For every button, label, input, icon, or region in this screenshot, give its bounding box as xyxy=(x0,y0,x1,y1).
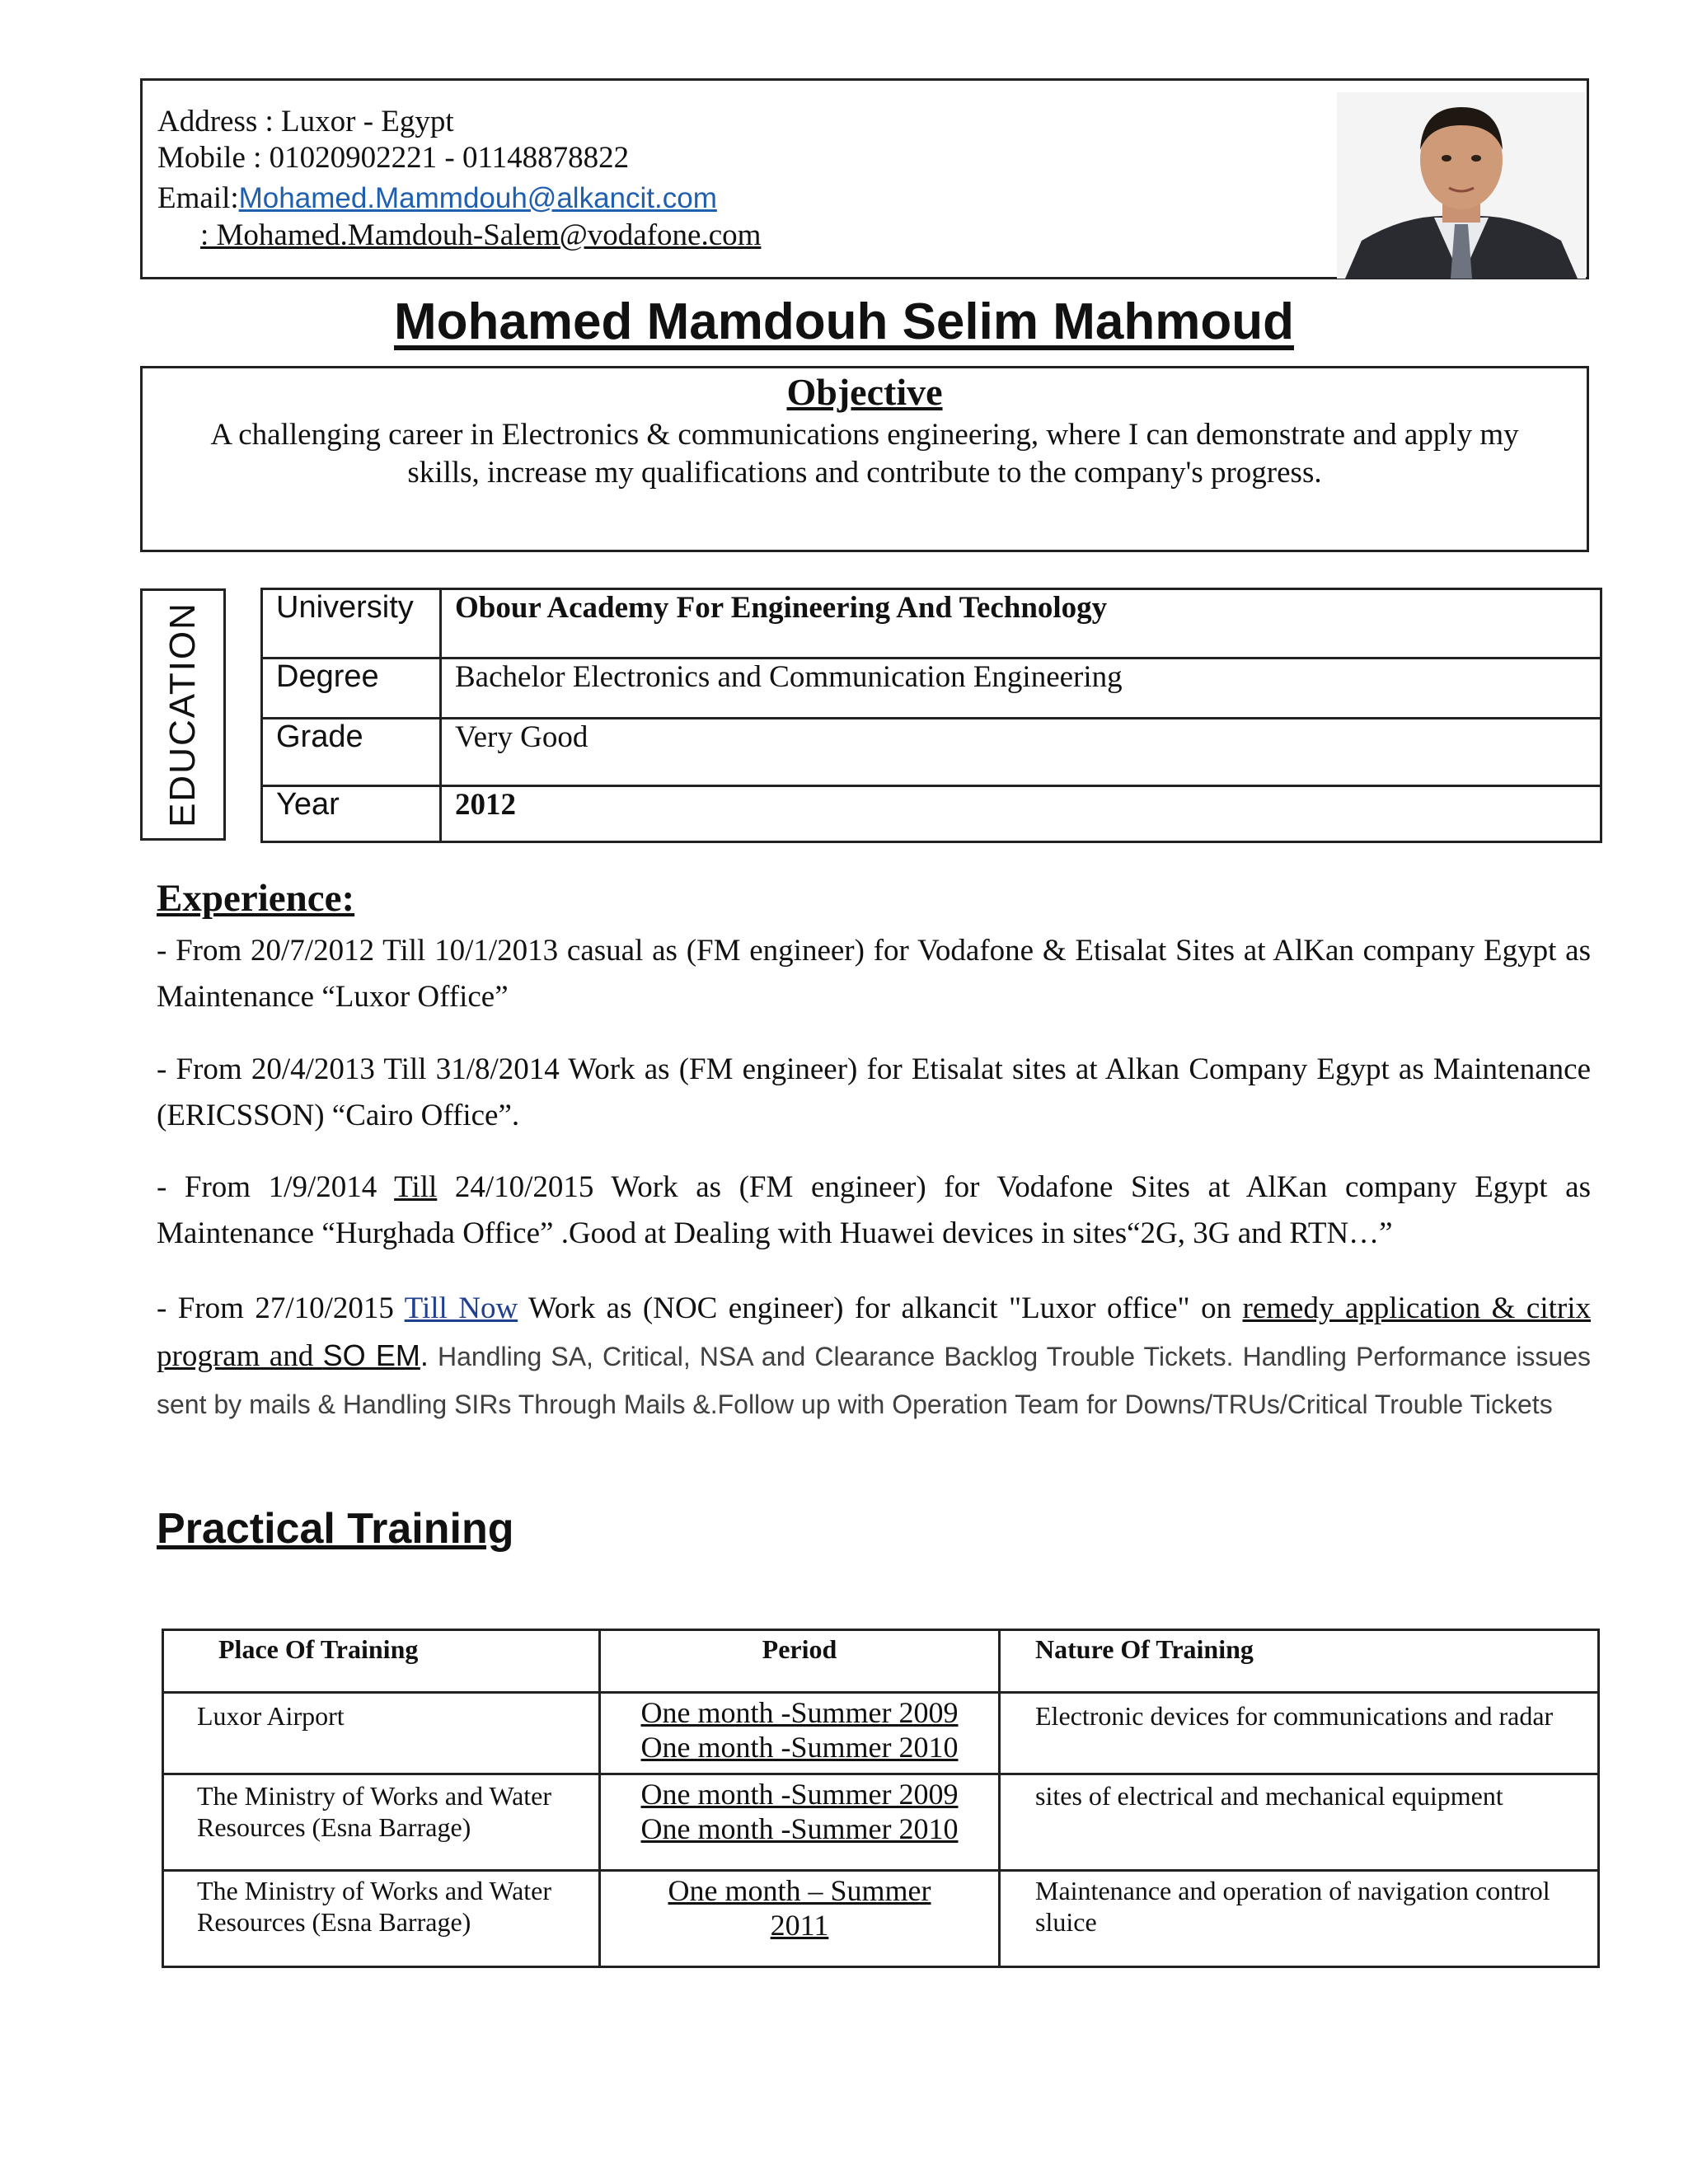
experience-item-4 xyxy=(157,1285,1591,1428)
email-link-primary[interactable]: Mohamed.Mammdouh@alkancit.com xyxy=(238,182,717,214)
education-label-grade: Grade xyxy=(262,719,441,786)
profile-photo xyxy=(1337,92,1586,279)
training-period-1 xyxy=(600,1693,1000,1774)
training-nature-3 xyxy=(1000,1871,1599,1967)
training-nature-2 xyxy=(1000,1774,1599,1871)
objective-box xyxy=(140,366,1589,552)
experience-item-3 xyxy=(157,1165,1591,1257)
education-label-university: University xyxy=(262,589,441,658)
experience-item-2: - From 20/4/2013 Till 31/8/2014 Work as (FM engineer) for Etisalat sites at Alkan Company Egypt as Maintenance (ERICSSON) “Cairo Office”. xyxy=(157,1052,1591,1132)
training-period-3 xyxy=(600,1871,1000,1967)
education-value-degree: Bachelor Electronics and Communication Engineering xyxy=(441,658,1601,719)
training-nature-1-text: Electronic devices for communications and radar xyxy=(1035,1701,1554,1731)
education-value-year: 2012 xyxy=(441,786,1601,842)
experience-item-1: - From 20/7/2012 Till 10/1/2013 casual as (FM engineer) for Vodafone & Etisalat Sites at AlKan company Egypt as Maintenance “Luxor Office” xyxy=(157,934,1591,1014)
training-period-2-line-1: One month -Summer 2009 xyxy=(640,1778,959,1811)
education-side-box xyxy=(140,588,226,841)
training-heading: Practical Training xyxy=(157,1505,514,1553)
education-value-university: Obour Academy For Engineering And Technology xyxy=(441,589,1601,658)
education-table xyxy=(260,588,1602,843)
training-period-2-line-2: One month -Summer 2010 xyxy=(640,1812,959,1845)
training-place-3 xyxy=(163,1871,600,1967)
experience-item-3-till: Till xyxy=(394,1170,438,1204)
full-name: Mohamed Mamdouh Selim Mahmoud xyxy=(394,293,1294,350)
training-period-2 xyxy=(600,1774,1000,1871)
training-period-3-line-2: 2011 xyxy=(770,1909,829,1942)
training-period-1-line-1: One month -Summer 2009 xyxy=(640,1696,959,1729)
soem-text: SO EM xyxy=(322,1338,420,1372)
training-place-1 xyxy=(163,1693,600,1774)
page-title xyxy=(0,293,1688,351)
training-period-1-line-2: One month -Summer 2010 xyxy=(640,1731,959,1764)
email-label: Email: xyxy=(157,181,239,215)
training-nature-1 xyxy=(1000,1693,1599,1774)
till-now-link[interactable]: Till Now xyxy=(404,1291,518,1325)
training-place-2-text: The Ministry of Works and Water Resources (Esna Barrage) xyxy=(197,1781,552,1842)
address-text: Address : Luxor - Egypt xyxy=(157,105,454,138)
table-row xyxy=(163,1871,1599,1967)
table-row xyxy=(262,719,1601,786)
table-header-row xyxy=(163,1630,1599,1693)
table-row xyxy=(262,786,1601,842)
profile-photo-image xyxy=(1337,92,1586,279)
experience-item-4-dot: . xyxy=(420,1338,429,1372)
column-header-period: Period xyxy=(600,1630,1000,1693)
experience-item-3-post: 24/10/2015 Work as (FM engineer) for Vodafone Sites at AlKan company Egypt as Maintenance “Hurghada Office” .Good at Dealing with Huawei devices in sites“2G, 3G and RTN…” xyxy=(157,1170,1591,1250)
training-nature-2-text: sites of electrical and mechanical equipment xyxy=(1035,1781,1503,1811)
experience-item-3-pre: - From 1/9/2014 xyxy=(157,1170,395,1204)
training-place-2 xyxy=(163,1774,600,1871)
mobile-text: Mobile : 01020902221 - 01148878822 xyxy=(157,141,630,175)
objective-heading: Objective xyxy=(786,371,943,413)
education-side-label: EDUCATION xyxy=(162,602,203,827)
training-period-3-line-1: One month – Summer xyxy=(668,1874,931,1907)
education-label-degree: Degree xyxy=(262,658,441,719)
table-row xyxy=(262,589,1601,658)
email-line xyxy=(157,180,717,217)
training-place-1-text: Luxor Airport xyxy=(197,1701,345,1731)
table-row xyxy=(163,1774,1599,1871)
table-row xyxy=(163,1693,1599,1774)
training-table xyxy=(162,1629,1600,1968)
experience-item-4-pre: - From 27/10/2015 xyxy=(157,1291,405,1325)
education-label-year: Year xyxy=(262,786,441,842)
remedy-link: remedy application & citrix program and xyxy=(157,1291,1591,1373)
training-place-3-text: The Ministry of Works and Water Resources (Esna Barrage) xyxy=(197,1876,552,1937)
table-row xyxy=(262,658,1601,719)
experience-item-4-mid: Work as (NOC engineer) for alkancit "Luxor office" on xyxy=(518,1291,1243,1325)
experience-heading: Experience: xyxy=(157,877,355,920)
experience-item-4-tail: Handling SA, Critical, NSA and Clearance Backlog Trouble Tickets. Handling Performance issues sent by mails & Handling SIRs Through Mails &.Follow up with Operation Team for Downs/TRUs/Critical Trouble Tickets xyxy=(157,1342,1591,1419)
email-link-secondary[interactable]: : Mohamed.Mamdouh-Salem@vodafone.com xyxy=(200,218,762,252)
education-value-grade: Very Good xyxy=(441,719,1601,786)
training-nature-3-text: Maintenance and operation of navigation control sluice xyxy=(1035,1876,1550,1937)
column-header-place: Place Of Training xyxy=(163,1630,600,1693)
objective-text: A challenging career in Electronics & communications engineering, where I can demonstrate and apply my skills, increase my qualifications and contribute to the company's progress. xyxy=(210,418,1519,490)
column-header-nature: Nature Of Training xyxy=(1000,1630,1599,1693)
email-line-secondary xyxy=(200,218,761,254)
